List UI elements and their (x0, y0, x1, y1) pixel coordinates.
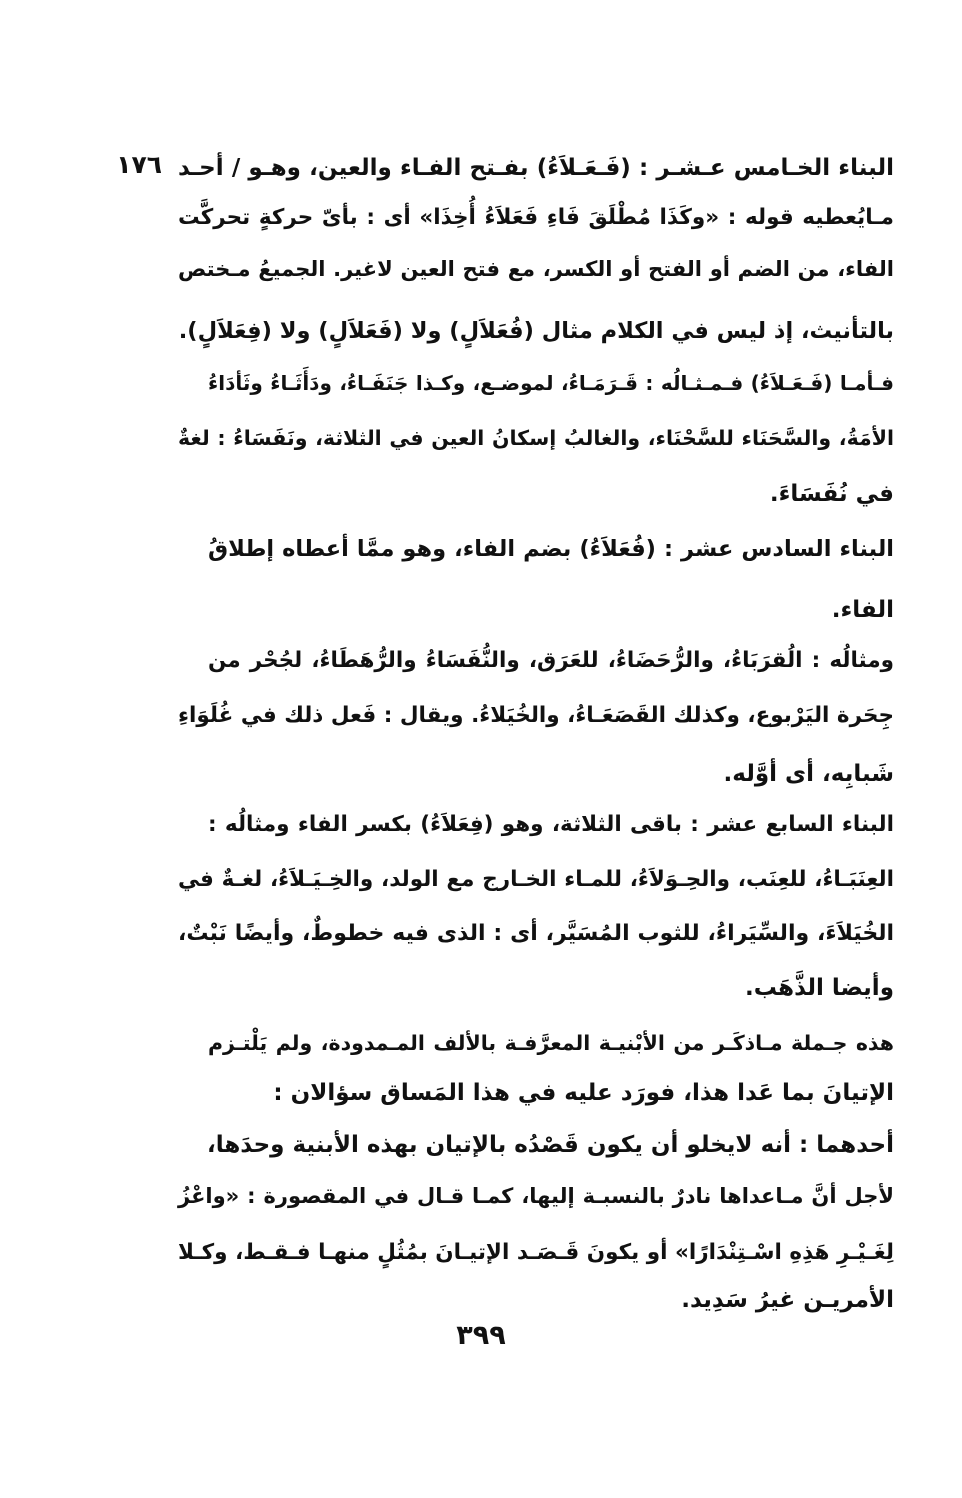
page-number: ٣٩٩ (456, 1320, 506, 1351)
text-line: الفاء. (831, 597, 894, 623)
text-line: البناء السابع عشر : باقى الثلاثة، وهو (فِعَلاَءُ) بكسر الفاء ومثالُه : (208, 812, 894, 837)
text-line: ومثالُه : الُقرَبَاءُ، والرُّحَضَاءُ، للعَرَق، والنُّفَسَاءُ والرُّهَطَاءُ، لجُحْر من (208, 648, 894, 673)
text-line: في نُفَسَاءَ. (769, 481, 894, 507)
text-line: البناء السادس عشر : (فُعَلاَءُ) بضم الفاء، وهو ممَّا أعطاه إطلاقُ (208, 536, 894, 562)
text-line: الأمريـن غيرُ سَدِيد. (681, 1287, 894, 1313)
text-line: جِحَرة اليَرْبوع، وكذلك القَصَعَـاءُ، والخُيَلاءُ. ويقال : فَعل ذلك في غُلَوَاءِ (178, 703, 894, 728)
margin-reference-number: ١٧٦ (116, 150, 162, 179)
text-line: بالتأنيث، إذ ليس في الكلام مثال (فُعَلاَلٍ) ولا (فَعَلاَلٍ) ولا (فِعَلاَلٍ). (178, 318, 894, 344)
text-line: البناء الخـامس عـشـر : (فَـعَـلاَءُ) بفـتح الفـاء والعين، وهـو / أحـد (178, 155, 894, 181)
text-line: لِغَـيْـرِ هَذِهِ اسْـتِنْدَارًا» أو يكونَ قَـصَـد الإتيـانَ بمُثُلٍ منهـا فـقـط، وكـلا (178, 1240, 894, 1265)
text-line: العِنَبَـاءُ، للعِنَب، والحِـوَلاَءُ، للمـاء الخـارج مع الولد، والخِـيَـلاَءُ، لغـةٌ في (178, 867, 894, 892)
text-line: الفاء، من الضم أو الفتح أو الكسر، مع فتح العين لاغير. الجميعُ مـختص (178, 257, 894, 281)
text-line: مـايُعطيه قوله : «وكَذَا مُطْلَقَ فَاءِ فَعَلاَءُ أُخِذَا» أى : بأىّ حركةٍ تحركَّت (178, 205, 894, 230)
text-line: هذه جـملة مـاذكَـر من الأبْنيـة المعرَّفـة بالألف المـمدودة، ولم يَلْتـزم (208, 1031, 894, 1055)
text-line: الخُيَلاَءَ، والسِّيَراءُ، للثوب المُسَيَّر، أى : الذى فيه خطوطٌ، وأيضًا نَبْتٌ، (178, 921, 894, 946)
text-line: أحدهما : أنه لايخلو أن يكون قَصْدُه بالإتيان بهذه الأبنية وحدَها، (206, 1132, 894, 1158)
text-line: الأمَةُ، والسَّحَنَاء للسَّحْنَاء، والغالبُ إسكانُ العين في الثلاثة، ونَفَسَاءُ : لغةٌ (178, 426, 894, 450)
text-line: شَبابِه، أى أوَّله. (723, 761, 894, 787)
text-line: الإتيانَ بما عَدا هذا، فورَد عليه في هذا المَساق سؤالان : (273, 1080, 894, 1106)
text-line: فـأمـا (فَـعَـلاَءُ) فـمـثـالُه : قَـرَمَـاءُ، لموضـع، وكـذا جَنَفَـاءُ، ودَأَثَـاءُ وثَأدَاءُ (208, 371, 894, 395)
text-line: لأجل أنَّ مـاعداها نادرٌ بالنسبـة إليها، كمـا قـال في المقصورة : «واعْزُ (178, 1184, 894, 1208)
text-line: وأيضا الذَّهَب. (745, 975, 894, 1001)
